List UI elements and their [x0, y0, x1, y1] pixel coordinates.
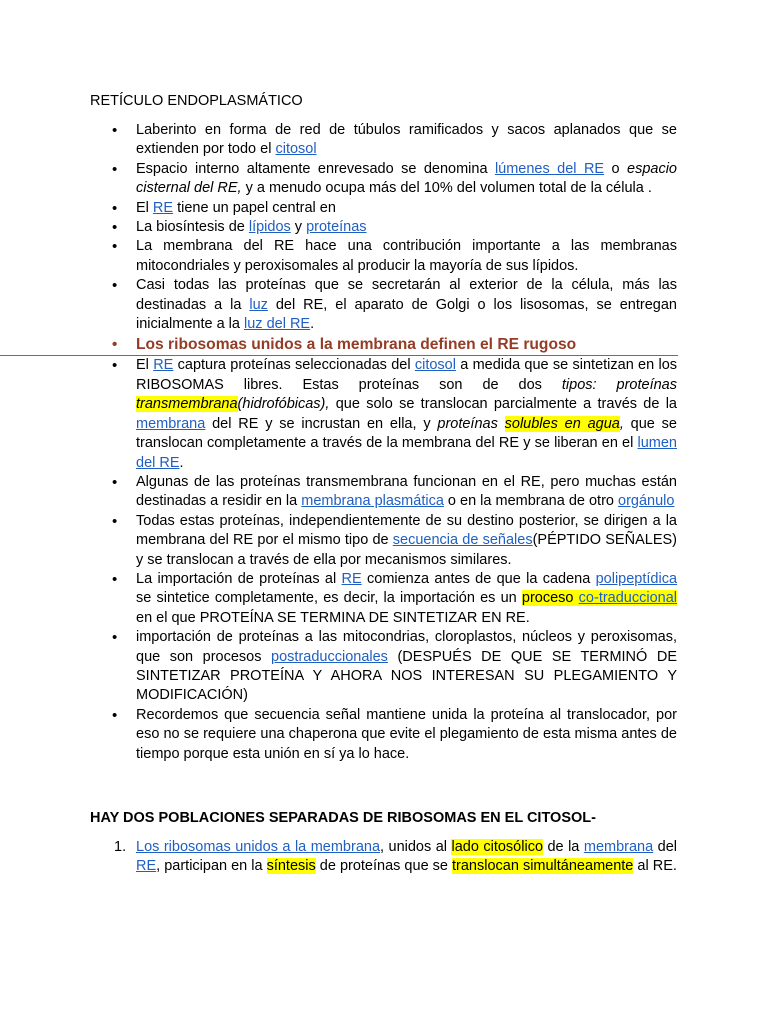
italic-text: tipos: proteínas [561, 376, 677, 393]
text: Laberinto en forma de red de túbulos ramificados y sacos aplanados que se extienden por todo el [136, 122, 677, 158]
list-item [0, 706, 768, 764]
link-citosol[interactable]: citosol [275, 141, 317, 158]
text: en el que PROTEÍNA SE TERMINA DE SINTETIZAR EN RE. [136, 609, 530, 626]
link-co-traduccional[interactable]: co-traduccional [578, 590, 677, 607]
text: Espacio interno altamente enrevesado se denomina [136, 160, 495, 177]
italic-text: proteínas [437, 415, 505, 432]
text: El [136, 199, 153, 216]
list-item [0, 121, 768, 160]
text: y [290, 219, 307, 236]
highlighted-text: solubles en agua [504, 415, 620, 432]
link-postraduccionales[interactable]: postraduccionales [271, 648, 388, 665]
text: Recordemos que secuencia señal mantiene unida la proteína al translocador, por eso no se requiere una chaperona que evite el plegamiento de esta misma antes de tiempo porque esta unión en sí ya lo hace. [136, 706, 677, 762]
link-organulo[interactable]: orgánulo [618, 493, 675, 510]
link-luz[interactable]: luz [249, 296, 268, 313]
link-re[interactable]: RE [153, 357, 174, 374]
list-item [0, 628, 768, 706]
text: , unidos al [380, 839, 452, 855]
list-item [0, 570, 768, 628]
highlighted-text: translocan simultáneamente [452, 858, 634, 875]
link-polipeptidica[interactable]: polipeptídica [595, 570, 678, 587]
italic-text: espacio cisternal del RE, [136, 160, 677, 197]
text: o [604, 160, 628, 177]
link-lumen-del-re[interactable]: lumen del RE [136, 435, 677, 471]
list-item [0, 356, 768, 472]
text: importación de proteínas a las mitocondrias, cloroplastos, núcleos y peroxisomas, que son procesos [136, 629, 677, 665]
text: (DESPUÉS DE QUE SE TERMINÓ DE SINTETIZAR PROTEÍNA Y AHORA NOS INTERESAN SU PLEGAMIENTO Y MODIFICACIÓN) [136, 648, 677, 704]
list-item [0, 276, 768, 334]
link-proteinas[interactable]: proteínas [306, 219, 367, 236]
list-item [0, 218, 768, 237]
link-re[interactable]: RE [152, 199, 174, 216]
link-membrana[interactable]: membrana [583, 839, 654, 855]
text: La importación de proteínas al [136, 570, 342, 587]
text: Casi todas las proteínas que se secretarán al exterior de la célula, más las destinadas a la [136, 277, 677, 313]
bullet-list [0, 121, 768, 764]
text: a medida que se sintetizan en los RIBOSOMAS libres. Estas proteínas son de dos [136, 357, 678, 393]
link-lumenes-del-re[interactable]: lúmenes del RE [494, 160, 605, 177]
section-heading: • Los ribosomas unidos a la membrana definen el RE rugoso [0, 334, 678, 356]
link-membrana-plasmatica[interactable]: membrana plasmática [301, 493, 444, 510]
text: de proteínas que se [315, 858, 453, 875]
text: se sintetice completamente, es decir, la importación es un [136, 590, 522, 607]
text: que se translocan completamente a través de la membrana del RE y se liberan en el [136, 415, 677, 452]
page-title: RETÍCULO ENDOPLASMÁTICO [90, 93, 303, 109]
text: del [653, 839, 677, 855]
text: tiene un papel central en [173, 199, 336, 216]
text: La membrana del RE hace una contribución importante a las membranas mitocondriales y peroxisomales al producir la mayoría de sus lípidos. [136, 238, 677, 274]
text: Algunas de las proteínas transmembrana funcionan en el RE, pero muchas están destinadas a residir en la [136, 473, 677, 510]
text: , participan en la [156, 858, 267, 875]
italic-text: , [619, 415, 624, 432]
highlighted-text: síntesis [266, 858, 316, 875]
link-ribosomas-unidos[interactable]: Los ribosomas unidos a la membrana [136, 839, 381, 855]
text: El [136, 357, 154, 374]
list-item [0, 512, 768, 570]
text: o en la membrana de otro [443, 493, 619, 510]
highlighted-text: proceso [521, 590, 579, 607]
link-re[interactable]: RE [341, 570, 362, 587]
text: captura proteínas seleccionadas del [173, 357, 415, 374]
text: Todas estas proteínas, independientemente de su destino posterior, se dirigen a la membrana del RE por el mismo tipo de [136, 512, 677, 549]
text: y a menudo ocupa más del 10% del volumen total de la célula . [241, 180, 652, 197]
highlighted-text: lado citosólico [451, 839, 544, 855]
list-item [0, 199, 768, 218]
text: comienza antes de que la cadena [361, 570, 596, 587]
list-item [0, 473, 768, 512]
text: (PÉPTIDO SEÑALES) y se translocan a través de ella por mecanismos similares. [136, 532, 677, 568]
highlighted-text: transmembrana [136, 396, 238, 413]
link-citosol[interactable]: citosol [414, 357, 456, 374]
text: del RE y se incrustan en ella, y [205, 415, 438, 432]
list-item [0, 160, 768, 199]
text: que solo se translocan parcialmente a través de la [329, 396, 677, 413]
item-number: 1. [114, 839, 127, 855]
numbered-item [0, 838, 768, 877]
link-secuencia-de-senales[interactable]: secuencia de señales [392, 532, 533, 549]
italic-text: (hidrofóbicas), [237, 396, 330, 413]
link-luz-del-re[interactable]: luz del RE [244, 316, 311, 333]
list-item [0, 237, 768, 276]
section-heading-2: HAY DOS POBLACIONES SEPARADAS DE RIBOSOMAS EN EL CITOSOL- [90, 810, 596, 826]
numbered-list [0, 838, 768, 877]
link-lipidos[interactable]: lípidos [248, 219, 291, 236]
link-membrana[interactable]: membrana [136, 415, 206, 432]
text: . [310, 316, 315, 333]
text: La biosíntesis de [136, 219, 249, 236]
text: al RE. [633, 858, 677, 875]
text: del RE, el aparato de Golgi o los lisosomas, se entregan inicialmente a la [136, 296, 677, 333]
text: de la [543, 839, 584, 855]
text: . [179, 454, 184, 471]
link-re[interactable]: RE [136, 858, 157, 875]
